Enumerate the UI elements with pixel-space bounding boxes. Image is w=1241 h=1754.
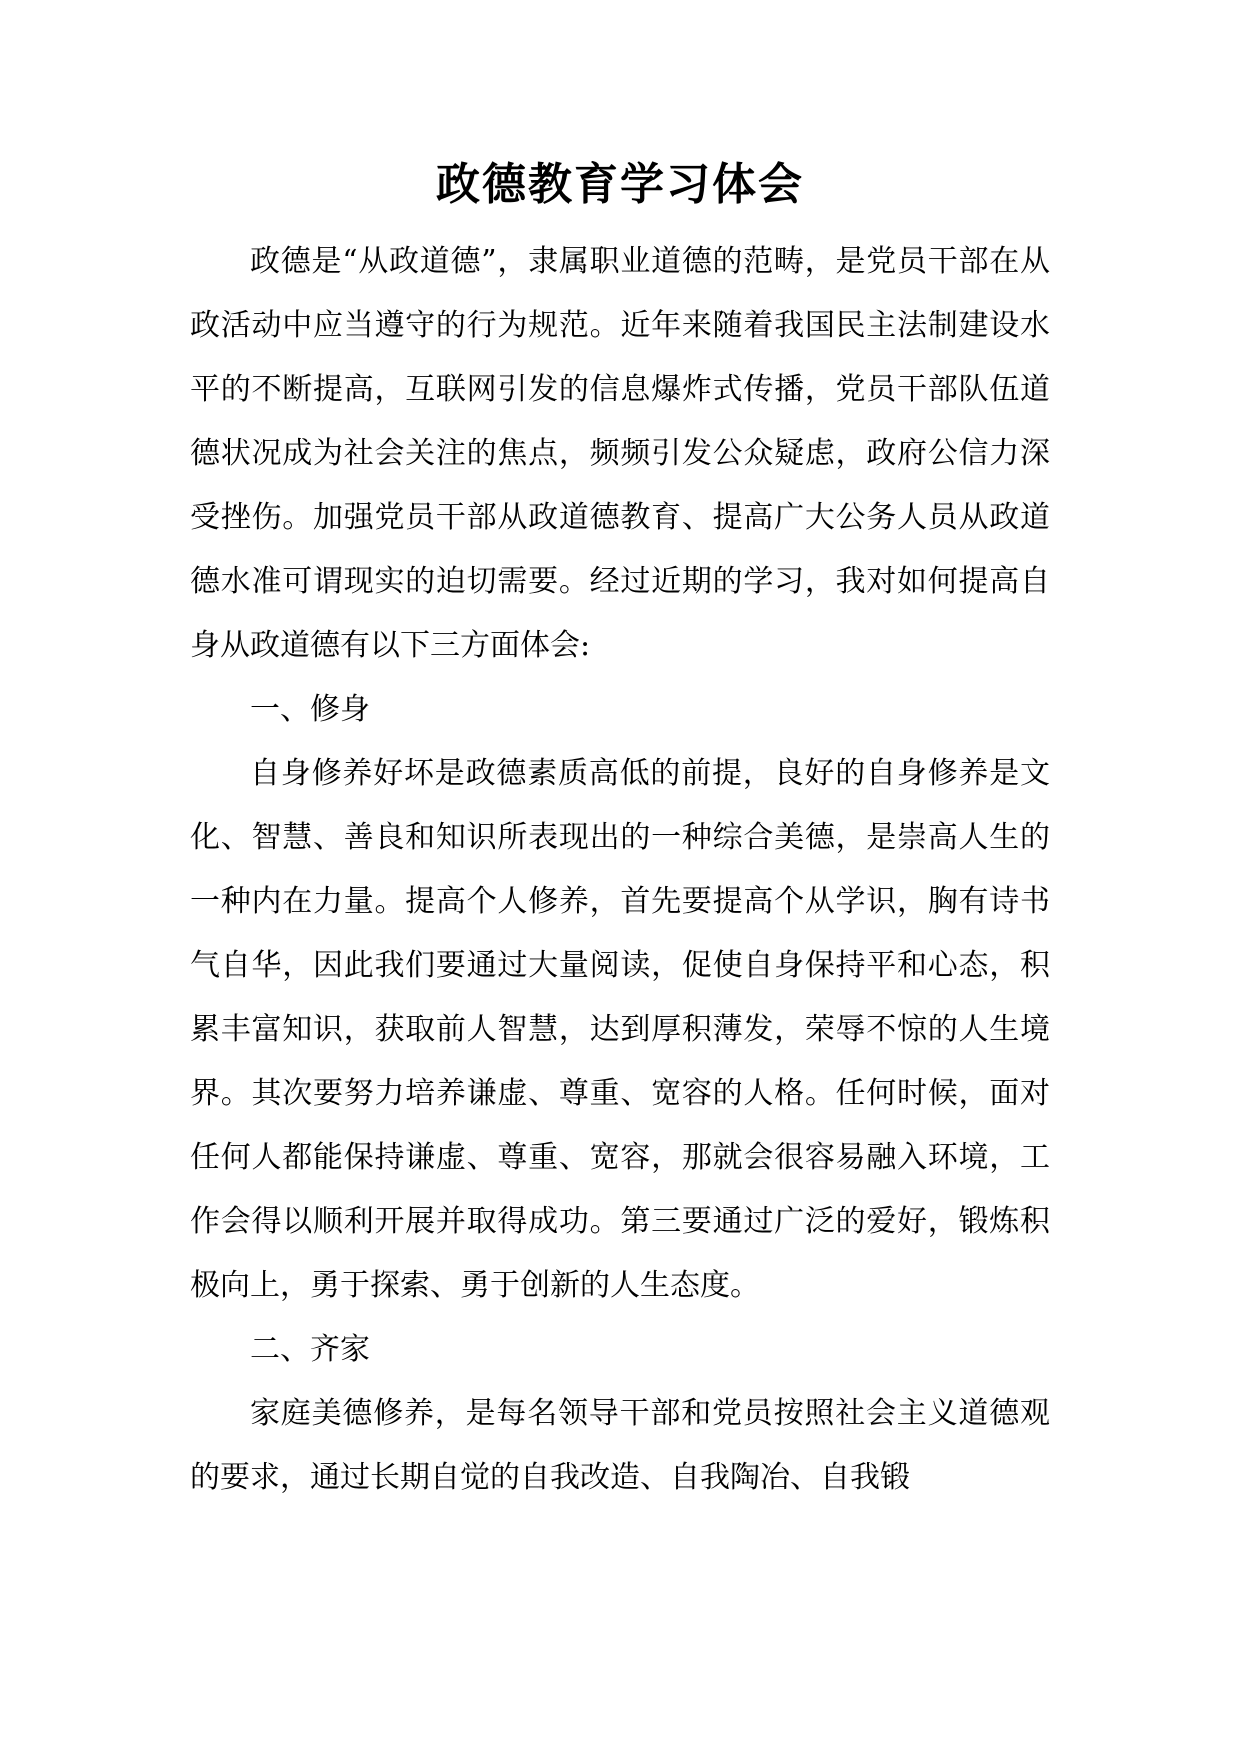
section-body-2: 家庭美德修养，是每名领导干部和党员按照社会主义道德观的要求，通过长期自觉的自我改造、自我陶冶、自我锻 — [190, 1396, 1050, 1495]
section-body-1: 自身修养好坏是政德素质高低的前提，良好的自身修养是文化、智慧、善良和知识所表现出的一种综合美德，是崇高人生的一种内在力量。提高个人修养，首先要提高个从学识，胸有诗书气自华，因此我们要通过大量阅读，促使自身保持平和心态，积累丰富知识，获取前人智慧，达到厚积薄发，荣辱不惊的人生境界。其次要努力培养谦虚、尊重、宽容的人格。任何时候，面对任何人都能保持谦虚、尊重、宽容，那就会很容易融入环境，工作会得以顺利开展并取得成功。第三要通过广泛的爱好，锻炼积极向上，勇于探索、勇于创新的人生态度。 — [190, 756, 1050, 1303]
intro-paragraph: 政德是“从政道德”，隶属职业道德的范畴，是党员干部在从政活动中应当遵守的行为规范。近年来随着我国民主法制建设水平的不断提高，互联网引发的信息爆炸式传播，党员干部队伍道德状况成为社会关注的焦点，频频引发公众疑虑，政府公信力深受挫伤。加强党员干部从政道德教育、提高广大公务人员从政道德水准可谓现实的迫切需要。经过近期的学习，我对如何提高自身从政道德有以下三方面体会: — [190, 244, 1050, 663]
section-heading-2: 二、齐家 — [250, 1332, 370, 1367]
section-heading-1: 一、修身 — [250, 692, 370, 727]
document-page — [190, 150, 1050, 1710]
document-title: 政德教育学习体会 — [436, 159, 804, 210]
